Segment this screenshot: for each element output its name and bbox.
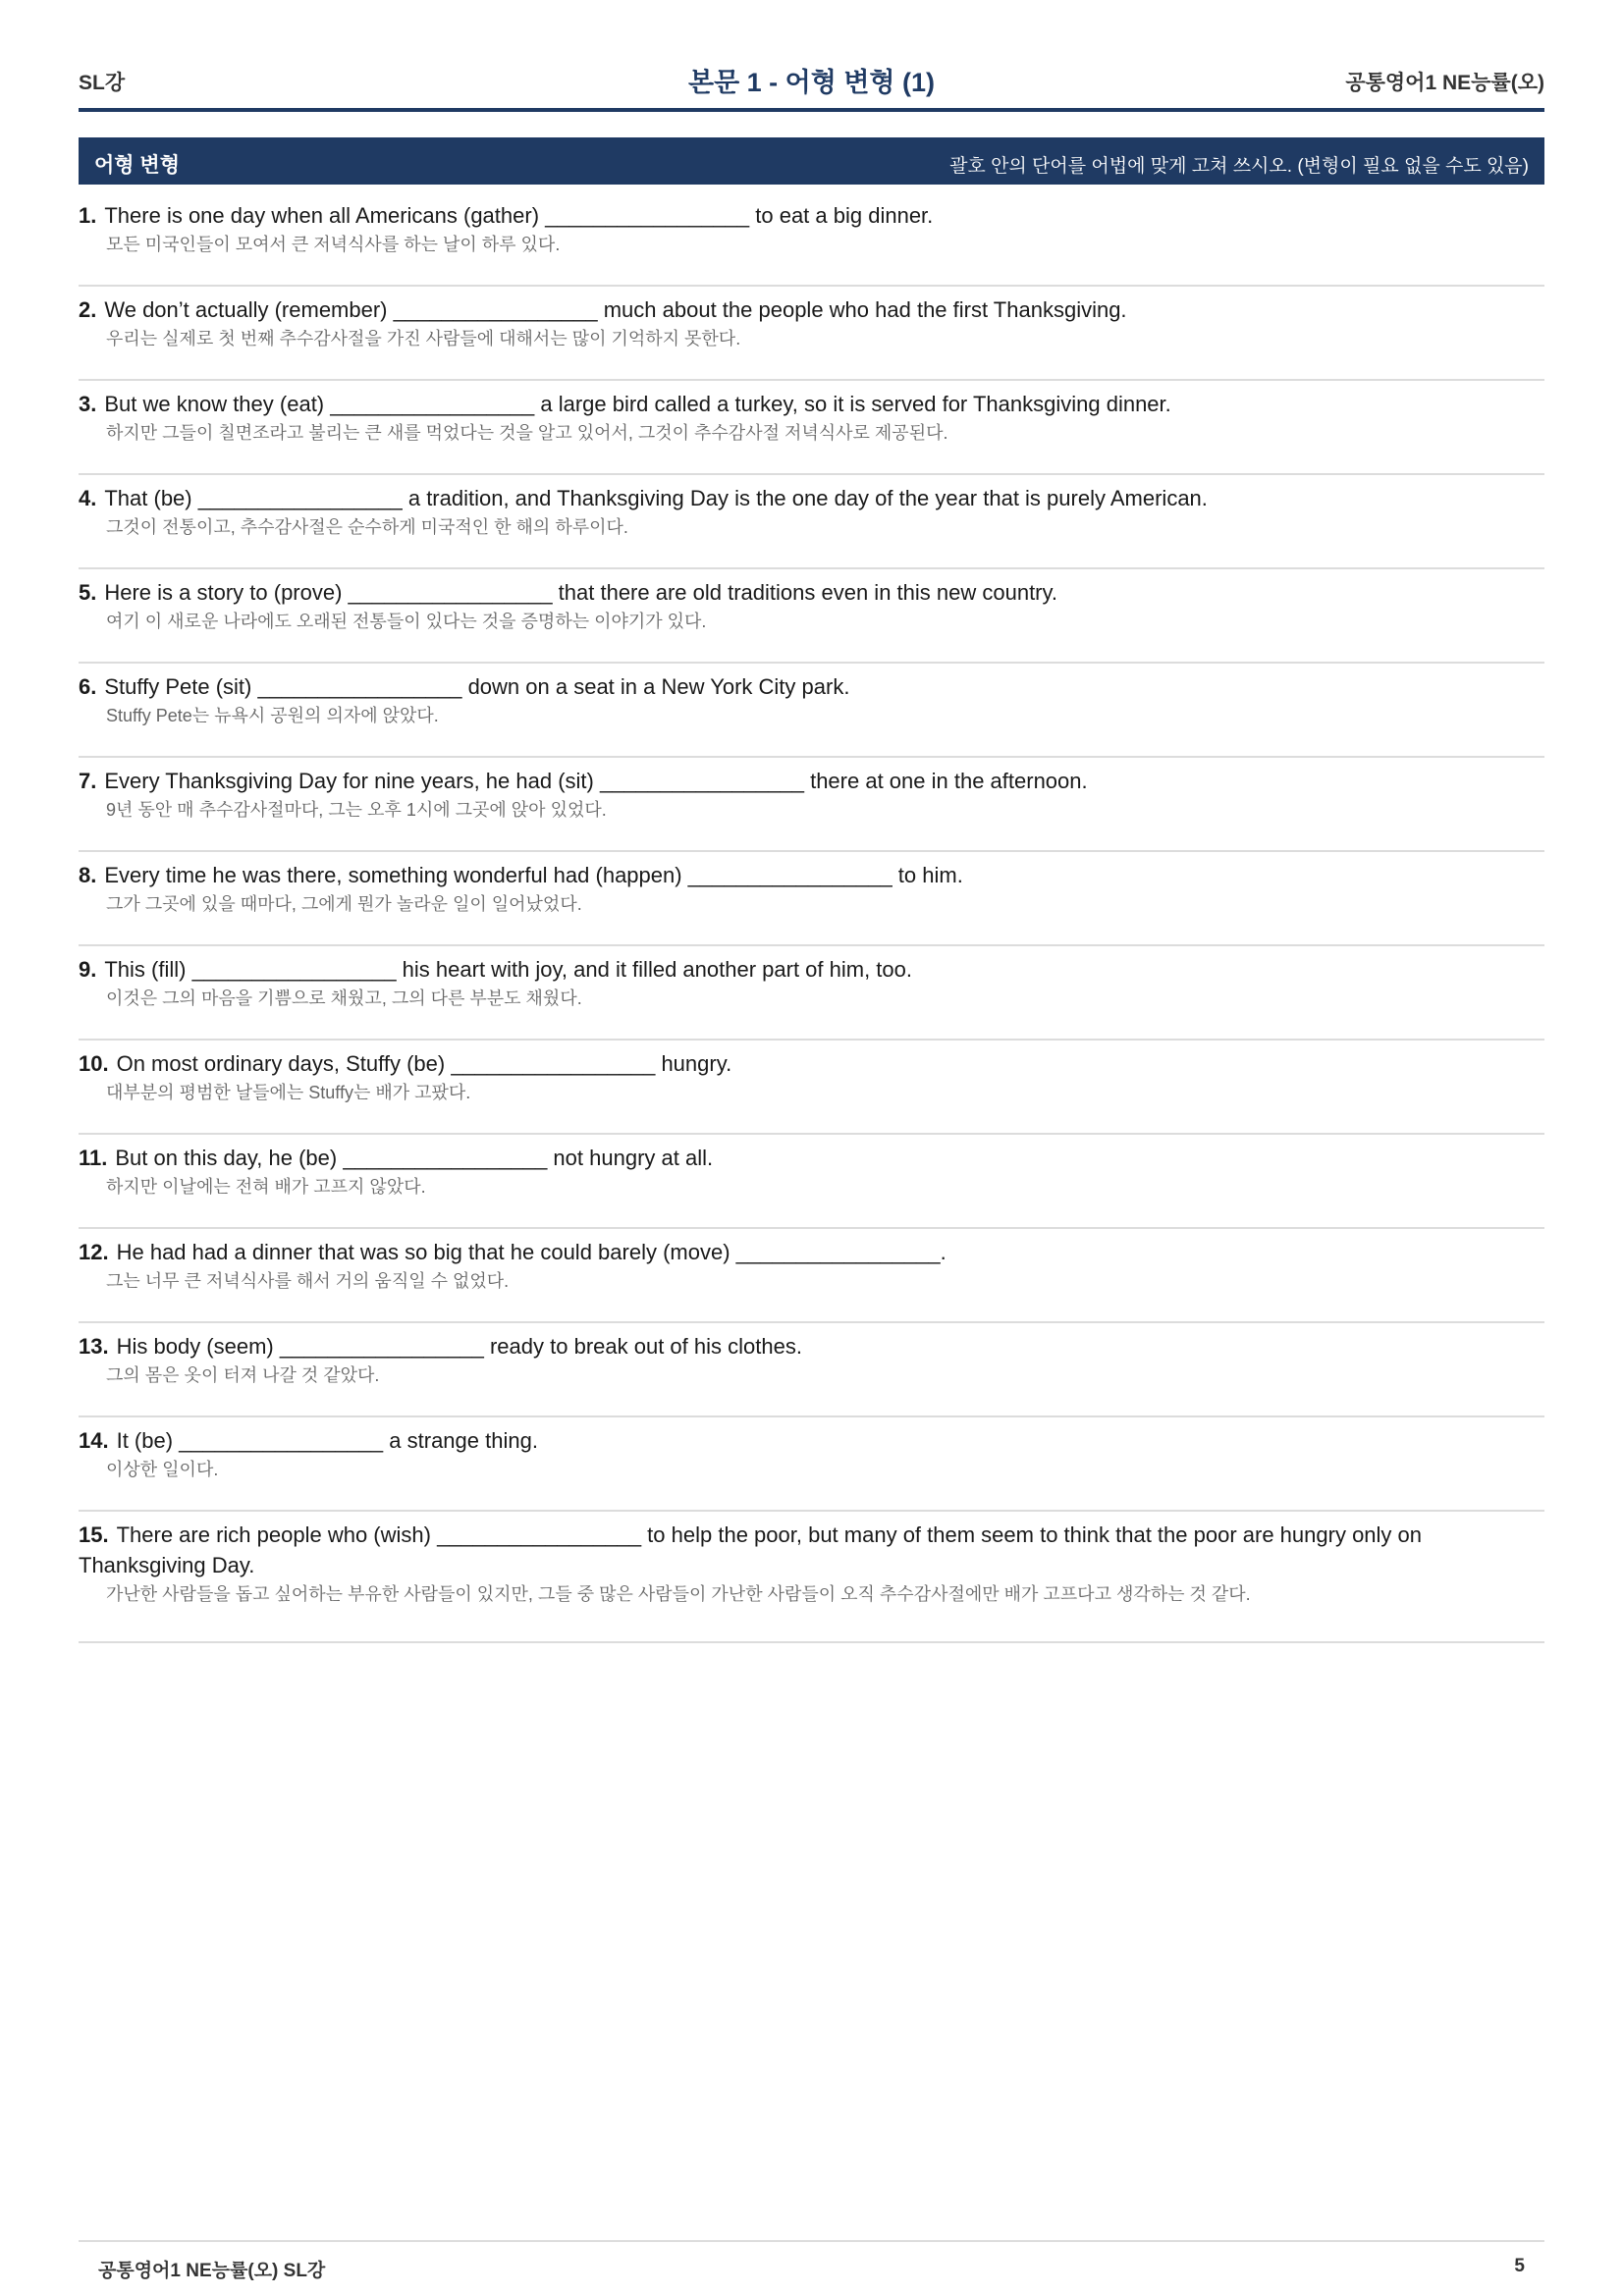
header-left-label: SL강	[79, 72, 126, 94]
question-translation: 하지만 그들이 칠면조라고 불리는 큰 새를 먹었다는 것을 알고 있어서, 그것이 추수감사절 저녁식사로 제공된다.	[106, 423, 948, 443]
question-translation: 이상한 일이다.	[106, 1460, 219, 1479]
question-number: 3.	[79, 392, 97, 416]
question-number: 1.	[79, 203, 97, 228]
question-english	[79, 1520, 1544, 1580]
question-number: 4.	[79, 486, 97, 510]
question-item	[79, 852, 1544, 946]
question-translation: 이것은 그의 마음을 기쁨으로 채웠고, 그의 다른 부분도 채웠다.	[106, 988, 582, 1008]
question-item	[79, 1135, 1544, 1229]
question-english	[79, 954, 1544, 985]
question-english	[79, 671, 1544, 702]
question-sentence: But on this day, he (be) _________________ not hungry at all.	[115, 1146, 714, 1170]
question-translation: Stuffy Pete는 뉴욕시 공원의 의자에 앉았다.	[106, 706, 439, 725]
page-title: 본문 1 - 어형 변형 (1)	[687, 68, 935, 97]
question-number: 6.	[79, 674, 97, 699]
question-item	[79, 475, 1544, 569]
question-number: 15.	[79, 1522, 109, 1547]
question-sentence: Every Thanksgiving Day for nine years, he had (sit) _________________ there at one in the afternoon.	[104, 769, 1088, 793]
question-item	[79, 1229, 1544, 1323]
question-english	[79, 389, 1544, 419]
question-number: 5.	[79, 580, 97, 605]
question-number: 14.	[79, 1428, 109, 1453]
question-english	[79, 1237, 1544, 1267]
question-item	[79, 664, 1544, 758]
footer-label: 공통영어1 NE능률(오) SL강	[98, 2261, 326, 2281]
question-sentence: It (be) _________________ a strange thing.	[116, 1428, 538, 1453]
question-english	[79, 1048, 1544, 1079]
question-number: 13.	[79, 1334, 109, 1359]
question-translation: 그의 몸은 옷이 터져 나갈 것 같았다.	[106, 1365, 380, 1385]
page-header	[79, 59, 1544, 112]
question-number: 9.	[79, 957, 97, 982]
header-right-label: 공통영어1 NE능률(오)	[1345, 72, 1544, 94]
question-translation: 여기 이 새로운 나라에도 오래된 전통들이 있다는 것을 증명하는 이야기가 있다.	[106, 612, 707, 631]
section-title: 어형 변형	[94, 154, 180, 177]
question-sentence: But we know they (eat) _________________ a large bird called a turkey, so it is served for Thanksgiving dinner.	[104, 392, 1171, 416]
question-sentence: Here is a story to (prove) _________________ that there are old traditions even in this new country.	[104, 580, 1057, 605]
question-english	[79, 766, 1544, 796]
question-translation: 모든 미국인들이 모여서 큰 저녁식사를 하는 날이 하루 있다.	[106, 235, 561, 254]
question-sentence: His body (seem) _________________ ready to break out of his clothes.	[116, 1334, 802, 1359]
page-footer	[79, 2240, 1544, 2281]
question-number: 8.	[79, 863, 97, 887]
question-english	[79, 294, 1544, 325]
question-item	[79, 569, 1544, 664]
question-sentence: There is one day when all Americans (gather) _________________ to eat a big dinner.	[104, 203, 934, 228]
question-sentence: This (fill) _________________ his heart with joy, and it filled another part of him, too.	[104, 957, 912, 982]
question-sentence: On most ordinary days, Stuffy (be) _________________ hungry.	[116, 1051, 732, 1076]
question-english	[79, 483, 1544, 513]
question-translation: 그는 너무 큰 저녁식사를 해서 거의 움직일 수 없었다.	[106, 1271, 510, 1291]
question-translation: 하지만 이날에는 전혀 배가 고프지 않았다.	[106, 1177, 426, 1197]
question-number: 7.	[79, 769, 97, 793]
question-item	[79, 1417, 1544, 1512]
question-translation: 그가 그곳에 있을 때마다, 그에게 뭔가 놀라운 일이 일어났었다.	[106, 894, 582, 914]
question-sentence: We don’t actually (remember) _________________ much about the people who had the first Thanksgiving.	[104, 297, 1127, 322]
question-item	[79, 1041, 1544, 1135]
question-translation: 그것이 전통이고, 추수감사절은 순수하게 미국적인 한 해의 하루이다.	[106, 517, 628, 537]
question-translation: 우리는 실제로 첫 번째 추수감사절을 가진 사람들에 대해서는 많이 기억하지 못한다.	[106, 329, 741, 348]
question-english	[79, 1425, 1544, 1456]
question-translation: 9년 동안 매 추수감사절마다, 그는 오후 1시에 그곳에 앉아 있었다.	[106, 800, 607, 820]
question-english	[79, 200, 1544, 231]
question-english	[79, 577, 1544, 608]
question-item	[79, 1512, 1544, 1643]
question-item	[79, 946, 1544, 1041]
question-item	[79, 1323, 1544, 1417]
question-english	[79, 1331, 1544, 1362]
question-number: 2.	[79, 297, 97, 322]
question-item	[79, 287, 1544, 381]
question-number: 12.	[79, 1240, 109, 1264]
question-item	[79, 758, 1544, 852]
section-instruction: 괄호 안의 단어를 어법에 맞게 고쳐 쓰시오. (변형이 필요 없을 수도 있음)	[949, 156, 1529, 177]
question-sentence: He had had a dinner that was so big that he could barely (move) _________________.	[116, 1240, 947, 1264]
question-sentence: Stuffy Pete (sit) _________________ down on a seat in a New York City park.	[104, 674, 850, 699]
question-number: 11.	[79, 1146, 108, 1170]
question-sentence: There are rich people who (wish) _________________ to help the poor, but many of them seem to think that the poor are hungry only on Thanksgiving Day.	[79, 1522, 1423, 1577]
section-header-bar	[79, 137, 1544, 185]
question-sentence: Every time he was there, something wonderful had (happen) _________________ to him.	[104, 863, 963, 887]
question-number: 10.	[79, 1051, 109, 1076]
question-item	[79, 381, 1544, 475]
question-english	[79, 1143, 1544, 1173]
question-translation: 대부분의 평범한 날들에는 Stuffy는 배가 고팠다.	[106, 1083, 471, 1102]
question-sentence: That (be) _________________ a tradition, and Thanksgiving Day is the one day of the year that is purely American.	[104, 486, 1208, 510]
question-translation: 가난한 사람들을 돕고 싶어하는 부유한 사람들이 있지만, 그들 중 많은 사람들이 가난한 사람들이 오직 추수감사절에만 배가 고프다고 생각하는 것 같다.	[106, 1584, 1251, 1604]
question-item	[79, 192, 1544, 287]
page-number: 5	[1514, 2256, 1525, 2276]
question-english	[79, 860, 1544, 890]
question-list	[79, 192, 1544, 1643]
